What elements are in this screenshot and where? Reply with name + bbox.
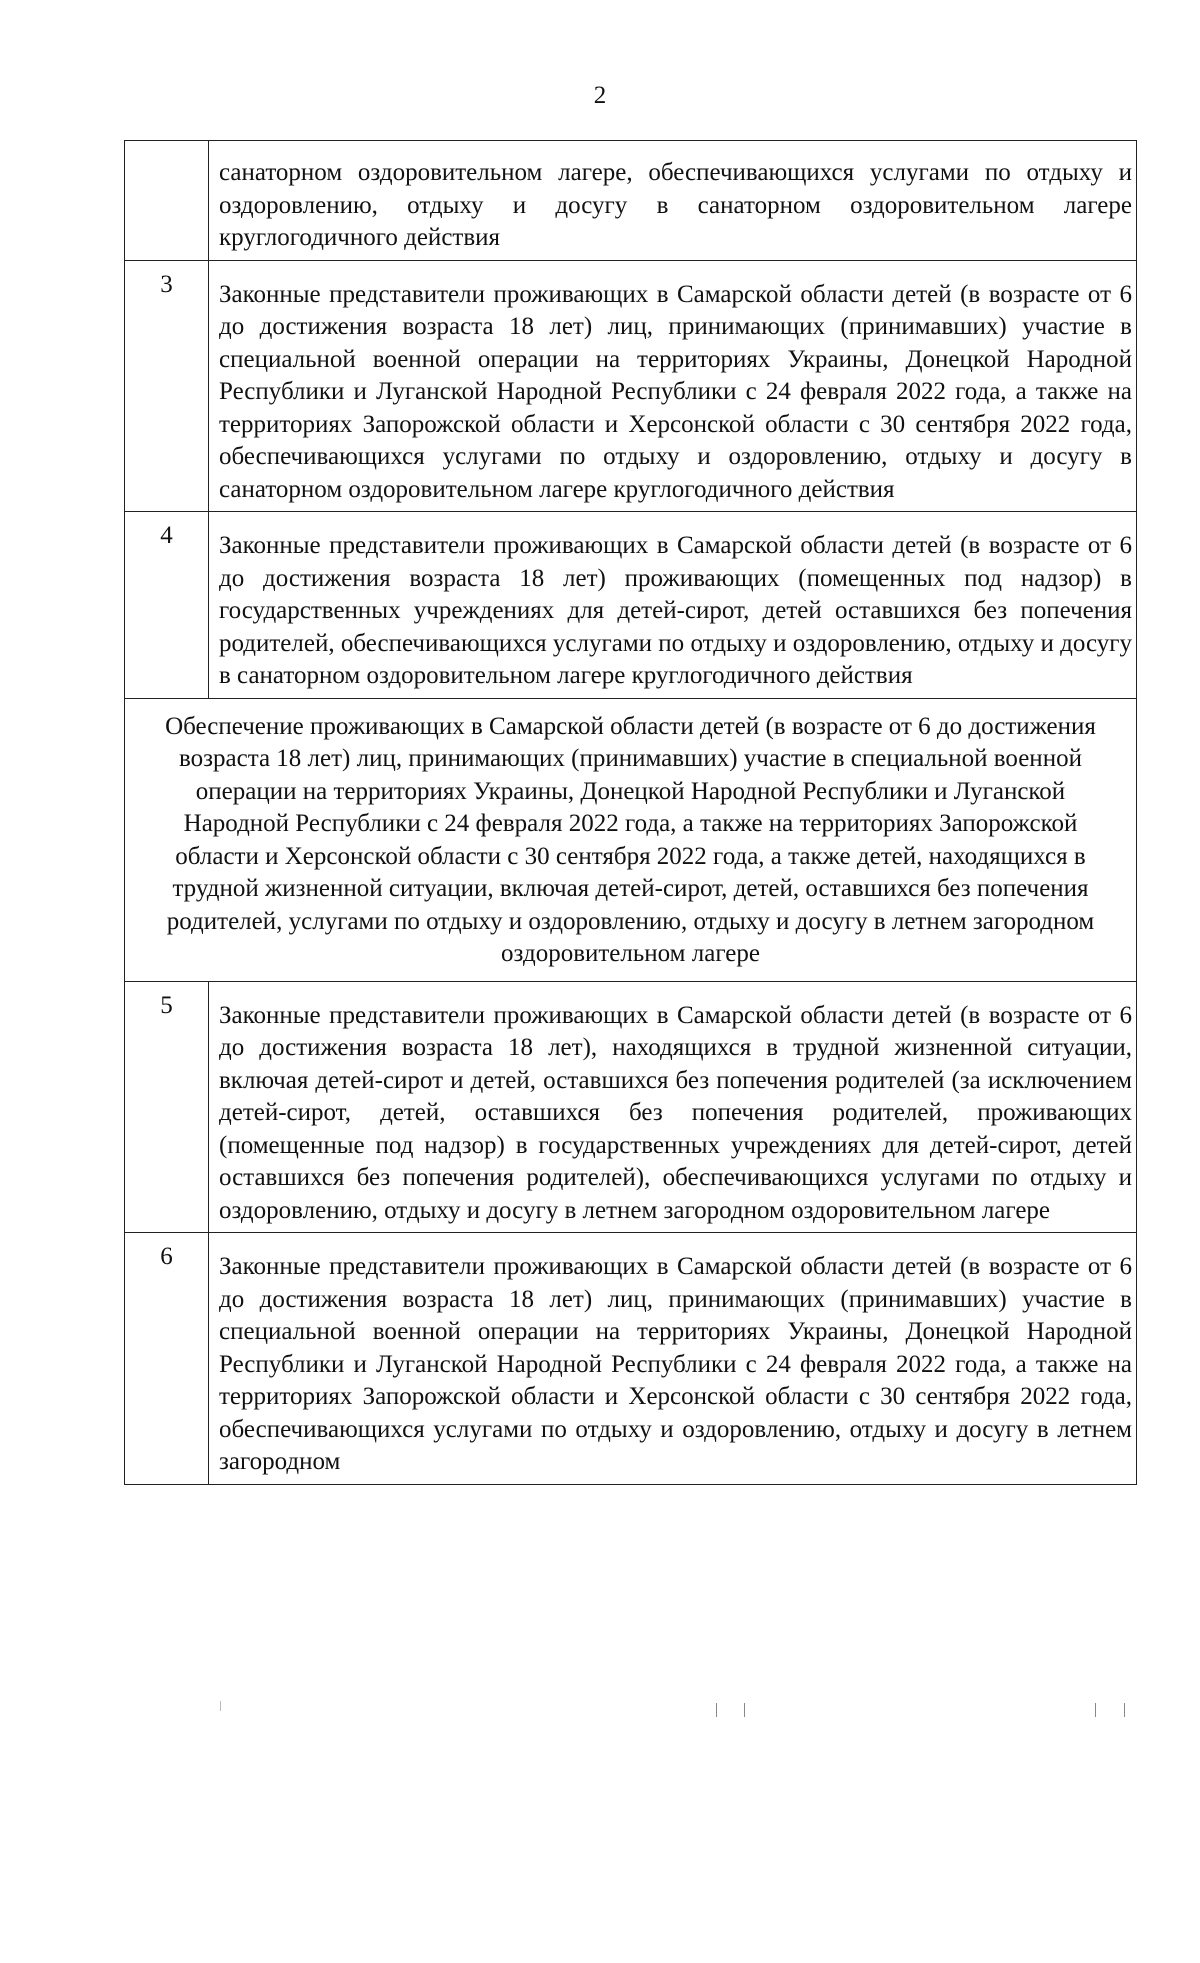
scan-artifact	[716, 1703, 717, 1717]
page-number: 2	[593, 82, 607, 109]
row-text: Законные представители проживающих в Самарской области детей (в возрасте от 6 до достижения возраста 18 лет) лиц, принимающих (принимавших) участие в специальной военной операции на территориях Украины, Донецкой Народной Республики и Луганской Народной Республики с 24 февраля 2022 года, а также на территориях Запорожской области и Херсонской области с 30 сентября 2022 года, обеспечивающихся услугами по отдыху и оздоровлению, отдыху и досугу в санаторном оздоровительном лагере круглогодичного действия	[209, 260, 1137, 512]
section-heading-row	[125, 698, 1137, 981]
table-row	[125, 1233, 1137, 1485]
row-text: санаторном оздоровительном лагере, обеспечивающихся услугами по отдыху и оздоровлению, отдыху и досугу в санаторном оздоровительном лагере круглогодичного действия	[209, 141, 1137, 261]
row-number	[125, 141, 209, 261]
row-number: 6	[125, 1233, 209, 1485]
table-row	[125, 260, 1137, 512]
table-row	[125, 981, 1137, 1233]
table-row	[125, 512, 1137, 699]
row-number: 5	[125, 981, 209, 1233]
scan-artifact	[744, 1703, 745, 1717]
section-heading: Обеспечение проживающих в Самарской области детей (в возрасте от 6 до достижения возраста 18 лет) лиц, принимающих (принимавших) участие в специальной военной операции на территориях Украины, Донецкой Народной Республики и Луганской Народной Республики с 24 февраля 2022 года, а также на территориях Запорожской области и Херсонской области с 30 сентября 2022 года, а также детей, находящихся в трудной жизненной ситуации, включая детей-сирот, детей, оставшихся без попечения родителей, услугами по отдыху и оздоровлению, отдыху и досугу в летнем загородном оздоровительном лагере	[125, 698, 1137, 981]
row-text: Законные представители проживающих в Самарской области детей (в возрасте от 6 до достижения возраста 18 лет), находящихся в трудной жизненной ситуации, включая детей-сирот и детей, оставшихся без попечения родителей (за исключением детей-сирот, детей, оставшихся без попечения родителей, проживающих (помещенные под надзор) в государственных учреждениях для детей-сирот, детей оставшихся без попечения родителей), обеспечивающихся услугами по отдыху и оздоровлению, отдыху и досугу в летнем загородном оздоровительном лагере	[209, 981, 1137, 1233]
table-row	[125, 141, 1137, 261]
scan-artifact	[1124, 1703, 1125, 1717]
row-text: Законные представители проживающих в Самарской области детей (в возрасте от 6 до достижения возраста 18 лет) лиц, принимающих (принимавших) участие в специальной военной операции на территориях Украины, Донецкой Народной Республики и Луганской Народной Республики с 24 февраля 2022 года, а также на территориях Запорожской области и Херсонской области с 30 сентября 2022 года, обеспечивающихся услугами по отдыху и оздоровлению, отдыху и досугу в летнем загородном	[209, 1233, 1137, 1485]
row-number: 4	[125, 512, 209, 699]
scan-artifact	[1095, 1703, 1096, 1717]
scan-artifact	[220, 1701, 221, 1711]
row-text: Законные представители проживающих в Самарской области детей (в возрасте от 6 до достижения возраста 18 лет) проживающих (помещенных под надзор) в государственных учреждениях для детей-сирот, детей оставшихся без попечения родителей, обеспечивающихся услугами по отдыху и оздоровлению, отдыху и досугу в санаторном оздоровительном лагере круглогодичного действия	[209, 512, 1137, 699]
document-table	[124, 140, 1137, 1485]
row-number: 3	[125, 260, 209, 512]
